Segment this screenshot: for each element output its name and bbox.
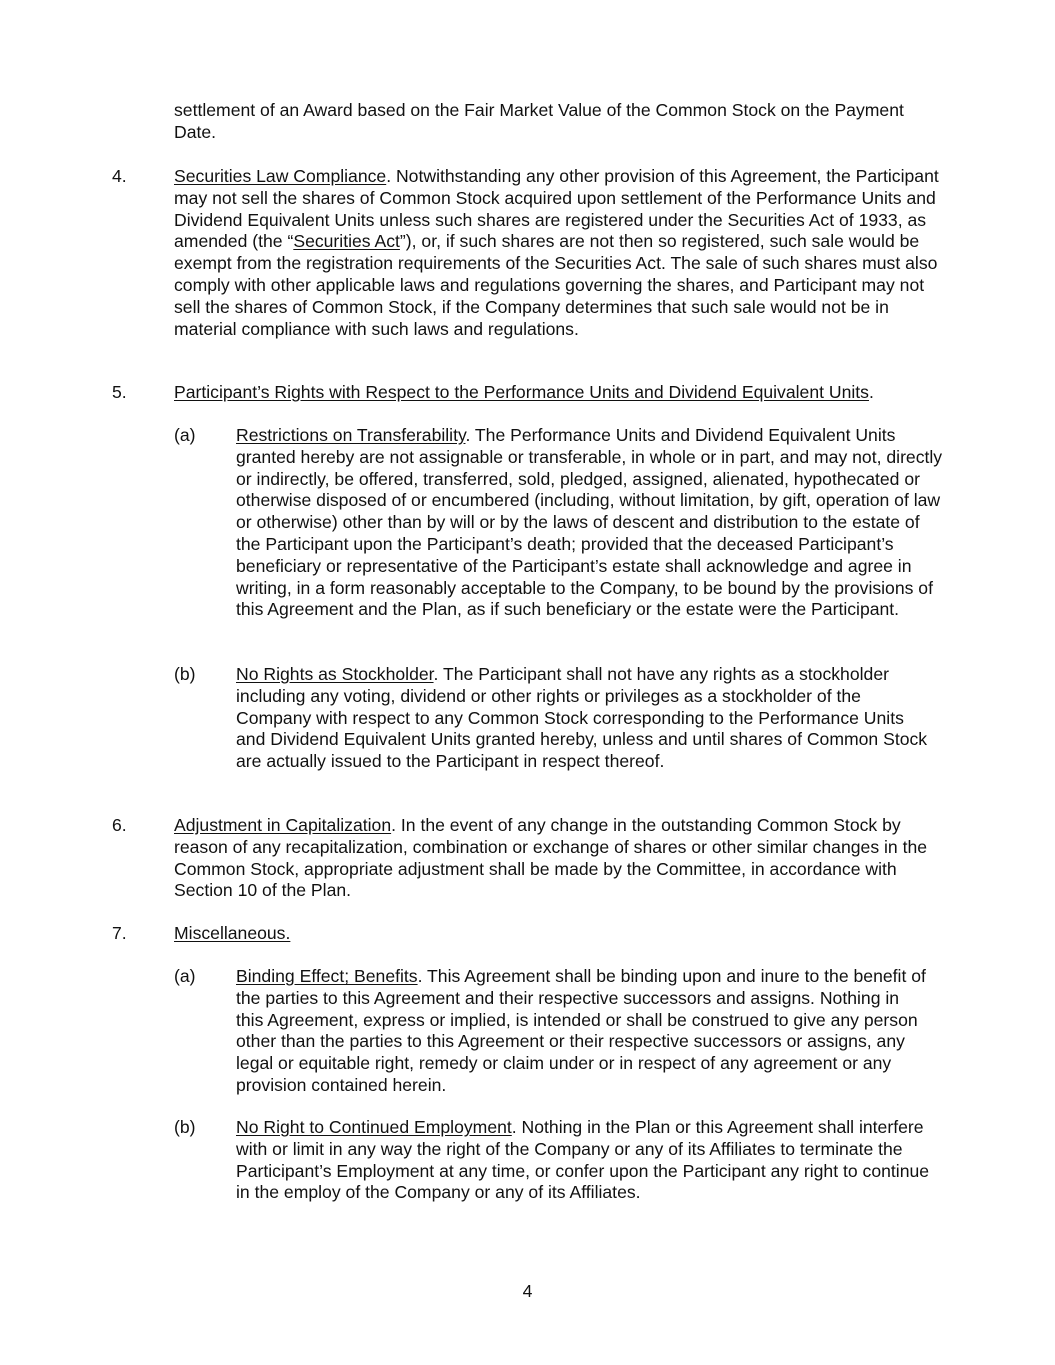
- section-6-paragraph: [174, 815, 949, 902]
- section-5a-heading: Restrictions on Transferability: [236, 425, 466, 445]
- section-7b-paragraph: [236, 1117, 936, 1204]
- section-7-number: 7.: [112, 923, 127, 943]
- section-5a-label: (a): [174, 425, 196, 445]
- section-4-number: 4.: [112, 166, 127, 186]
- section-7-heading-line: [174, 923, 674, 945]
- section-7a-paragraph: [236, 966, 926, 1097]
- continuation-paragraph: settlement of an Award based on the Fair Market Value of the Common Stock on the Payment Date.: [174, 100, 904, 142]
- section-7b-heading: No Right to Continued Employment: [236, 1117, 512, 1137]
- section-4-heading: Securities Law Compliance: [174, 166, 387, 186]
- section-5-heading-line: [174, 382, 954, 404]
- section-5-number: 5.: [112, 382, 127, 402]
- section-4-text-b: ”), or, if such shares are not then so registered, such sale would be exempt from the registration requirements of the Securities Act. The sale of such shares must also comply with other applicable laws and regulations governing the shares, and Participant may not sell the shares of Common Stock, if the Company determines that such sale would not be in material compliance with such laws and regulations.: [174, 231, 938, 339]
- section-5b-paragraph: [236, 664, 936, 773]
- section-5a-paragraph: [236, 425, 948, 621]
- section-6-text: . In the event of any change in the outstanding Common Stock by reason of any recapitalization, combination or exchange of shares or other similar changes in the Common Stock, appropriate adjustment shall be made by the Committee, in accordance with Section 10 of the Plan.: [174, 815, 928, 901]
- section-4-defined-term: Securities Act: [293, 231, 400, 252]
- section-7a-text: . This Agreement shall be binding upon and inure to the benefit of the parties to this Agreement and their respective successors and assigns. Nothing in this Agreement, express or implied, is intended or shall be construed to give any person other than the parties to this Agreement or their respective successors or assigns, any legal or equitable right, remedy or claim under or in respect of any agreement or any provision contained herein.: [236, 966, 926, 1095]
- section-4-paragraph: [174, 166, 944, 340]
- section-5a-text: . The Performance Units and Dividend Equivalent Units granted hereby are not assignable or transferable, in whole or in part, and may not, directly or indirectly, be offered, transferred, sold, pledged, assigned, alienated, hypothecated or otherwise disposed of or encumbered (including, without limitation, by gift, operation of law or otherwise) other than by will or by the laws of descent and distribution to the estate of the Participant upon the Participant’s death; provided that the deceased Participant’s beneficiary or representative of the Participant’s estate shall acknowledge and agree in writing, in a form reasonably acceptable to the Company, to be bound by the provisions of this Agreement and the Plan, as if such beneficiary or the estate were the Participant.: [236, 425, 943, 620]
- section-5b-heading: No Rights as Stockholder: [236, 664, 434, 684]
- section-6-heading: Adjustment in Capitalization: [174, 815, 392, 835]
- section-5-heading: Participant’s Rights with Respect to the Performance Units and Dividend Equivalent Units: [174, 382, 869, 402]
- section-4-text-a: . Notwithstanding any other provision of this Agreement, the Participant may not sell the shares of Common Stock acquired upon settlement of the Performance Units and Dividend Equivalent Units unless such shares are registered under the Securities Act of 1933, as amended (the “: [174, 166, 939, 252]
- section-6-number: 6.: [112, 815, 127, 835]
- section-5b-text: . The Participant shall not have any rights as a stockholder including any voting, dividend or other rights or privileges as a stockholder of the Company with respect to any Common Stock corresponding to the Performance Units and Dividend Equivalent Units granted hereby, unless and until shares of Common Stock are actually issued to the Participant in respect thereof.: [236, 664, 928, 772]
- section-7-heading: Miscellaneous.: [174, 923, 291, 943]
- section-7b-text: . Nothing in the Plan or this Agreement shall interfere with or limit in any way the right of the Company or any of its Affiliates to terminate the Participant’s Employment at any time, or confer upon the Participant any right to continue in the employ of the Company or any of its Affiliates.: [236, 1117, 930, 1203]
- section-5-heading-end: .: [868, 382, 874, 402]
- page-number: 4: [522, 1281, 533, 1301]
- section-7a-heading: Binding Effect; Benefits: [236, 966, 418, 986]
- section-7b-label: (b): [174, 1117, 196, 1137]
- section-7a-label: (a): [174, 966, 196, 986]
- section-5b-label: (b): [174, 664, 196, 684]
